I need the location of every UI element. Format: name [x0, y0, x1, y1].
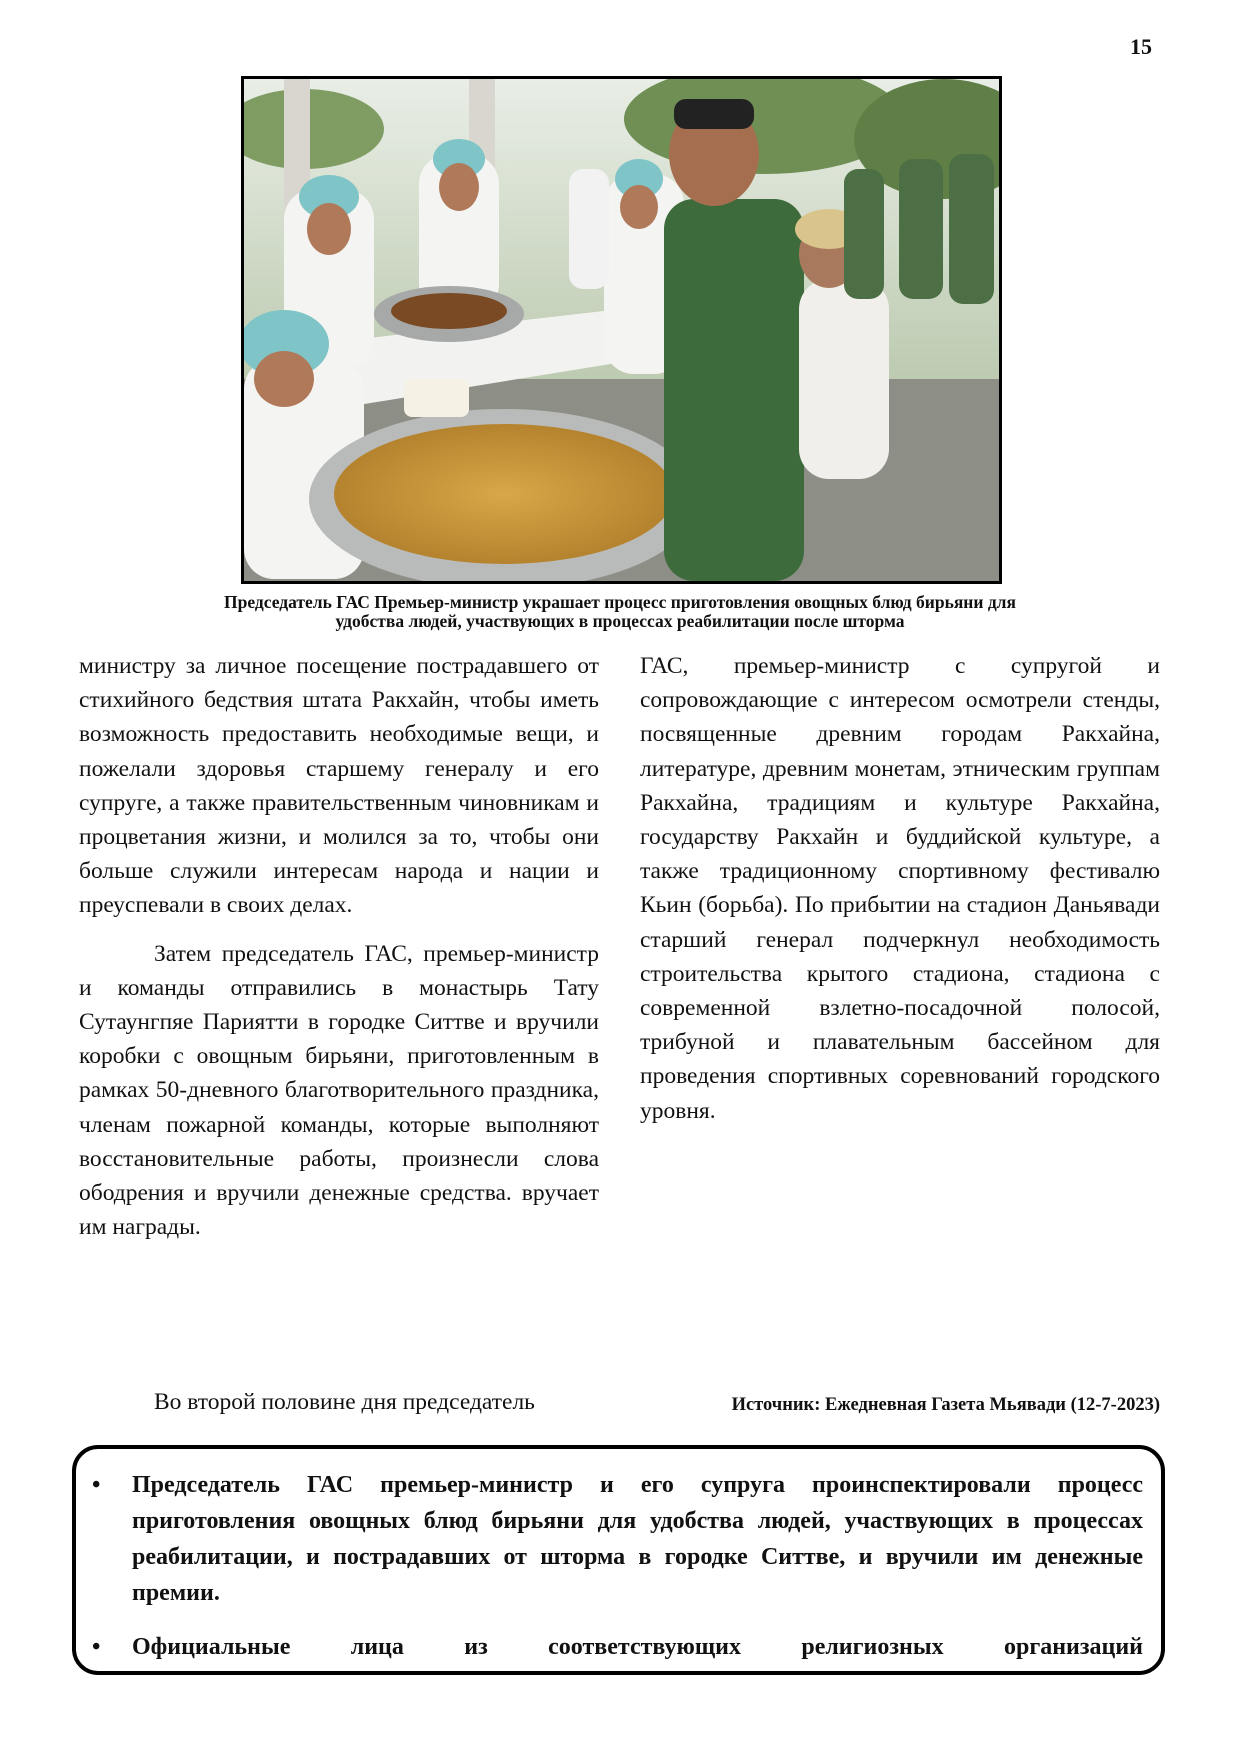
- left-column: [79, 649, 599, 1244]
- left-paragraph-2: Затем председатель ГАС, премьер-министр и команды отправились в монастырь Тату Сутаунгпяе Париятти в городке Ситтве и вручили коробки с овощным бирьяни, приготовленным в рамках 50-дневного благотворительного праздника, членам пожарной команды, которые выполняют восстановительные работы, произнесли слова ободрения и вручили денежные средства. вручает им награды.: [79, 940, 599, 1241]
- news-photo: [241, 76, 1002, 584]
- page-number: 15: [1130, 34, 1152, 59]
- photo-caption: [130, 593, 1110, 631]
- right-column: [640, 649, 1160, 1128]
- left-paragraph-1: министру за личное посещение пострадавшего от стихийного бедствия штата Ракхайн, чтобы иметь возможность предоставить необходимые вещи, и пожелали здоровья старшему генералу и его супруге, а также правительственным чиновникам и процветания жизни, и молился за то, чтобы они больше служили интересам народа и нации и преуспевали в своих делах.: [79, 653, 599, 919]
- bullet-icon: •: [92, 1634, 101, 1660]
- summary-box: [72, 1445, 1165, 1675]
- left-paragraph-3: Во второй половине дня председатель: [154, 1389, 535, 1415]
- source-citation: Источник: Ежедневная Газета Мьявади (12-7-2023): [731, 1395, 1160, 1415]
- summary-item-1-text: Председатель ГАС премьер-министр и его супруга проинспектировали процесс приготовления овощных блюд бирьяни для удобства людей, участвующих в процессах реабилитации, и пострадавших от шторма в городке Ситтве, и вручили им денежные премии.: [132, 1472, 1143, 1606]
- summary-item-1: [92, 1467, 1143, 1611]
- summary-item-2: [92, 1629, 1143, 1665]
- right-paragraph-1: ГАС, премьер-министр с супругой и сопровождающие с интересом осмотрели стенды, посвященные древним городам Ракхайна, литературе, древним монетам, этническим группам Ракхайна, традициям и культуре Ракхайна, государству Ракхайн и буддийской культуре, а также традиционному спортивному фестивалю Кьин (борьба). По прибытии на стадион Даньявади старший генерал подчеркнул необходимость строительства крытого стадиона, стадиона с современной взлетно-посадочной полосой, трибуной и плавательным бассейном для проведения спортивных соревнований городского уровня.: [640, 653, 1160, 1124]
- caption-line-2: удобства людей, участвующих в процессах реабилитации после шторма: [335, 611, 905, 631]
- caption-line-1: Председатель ГАС Премьер-министр украшает процесс приготовления овощных блюд бирьяни для: [224, 592, 1016, 612]
- bullet-icon: •: [92, 1472, 101, 1498]
- summary-list: [76, 1449, 1161, 1665]
- summary-item-2-text: Официальные лица из соответствующих религиозных организаций: [132, 1634, 1143, 1660]
